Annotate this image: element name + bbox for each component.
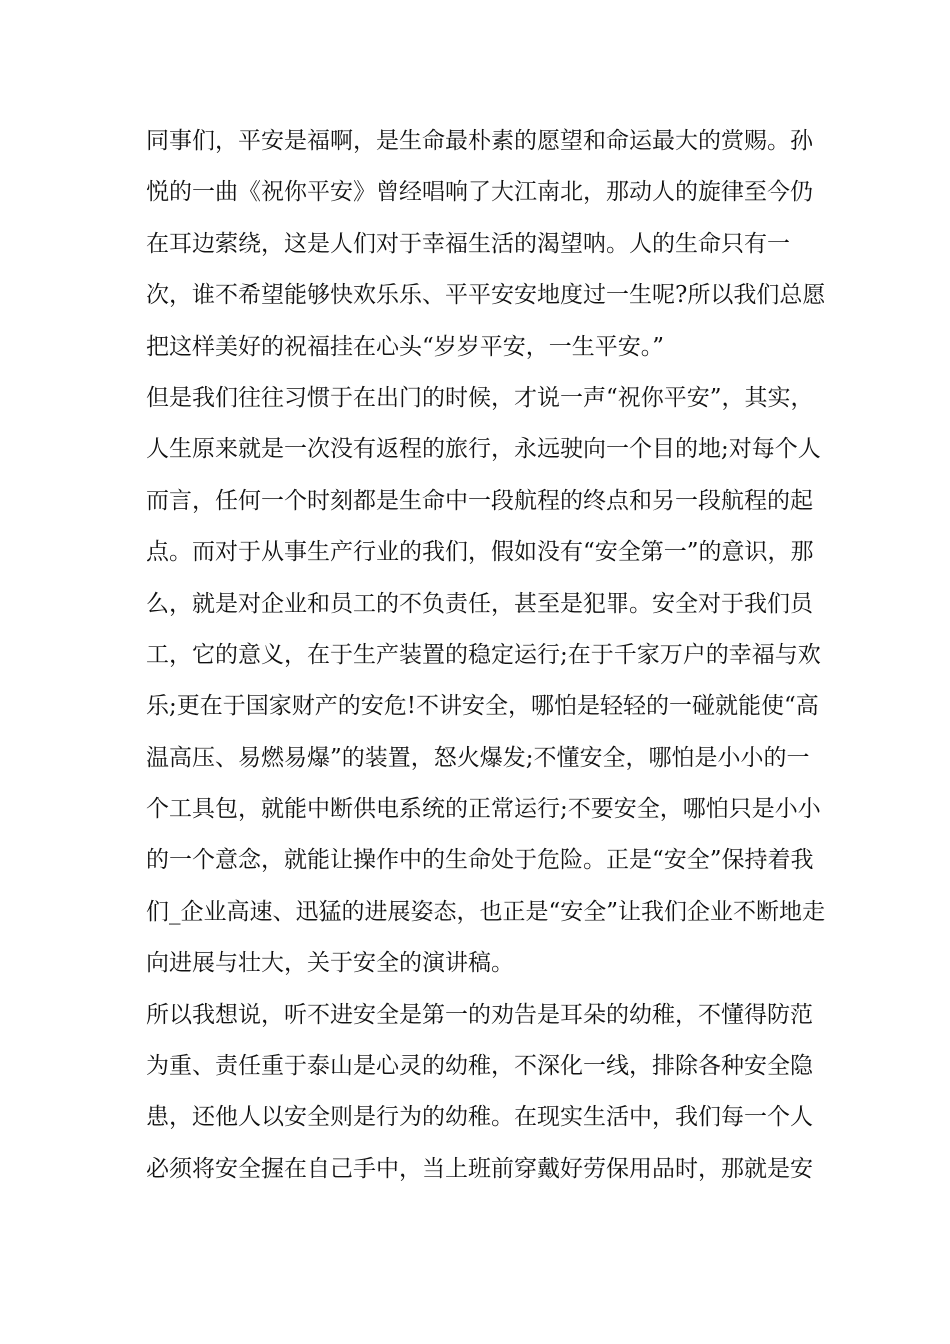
text-line: 把这样美好的祝福挂在心头“岁岁平安，一生平安。”	[146, 333, 665, 360]
text-line: 次，谁不希望能够快欢乐乐、平平安安地度过一生呢?所以我们总愿	[146, 282, 826, 309]
text-line: 们_企业高速、迅猛的进展姿态，也正是“安全”让我们企业不断地走	[146, 898, 826, 925]
text-line: 点。而对于从事生产行业的我们，假如没有“安全第一”的意识，那	[146, 539, 814, 566]
text-line: 向进展与壮大，关于安全的演讲稿。	[146, 950, 514, 977]
text-line: 在耳边萦绕，这是人们对于幸福生活的渴望呐。人的生命只有一	[146, 230, 790, 257]
text-line: 为重、责任重于泰山是心灵的幼稚，不深化一线，排除各种安全隐	[146, 1053, 813, 1080]
text-line: 所以我想说，听不进安全是第一的劝告是耳朵的幼稚，不懂得防范	[146, 1001, 813, 1028]
text-line: 乐;更在于国家财产的安危!不讲安全，哪怕是轻轻的一碰就能使“高	[146, 693, 819, 720]
body-text	[146, 116, 826, 1195]
text-line: 个工具包，就能中断供电系统的正常运行;不要安全，哪怕只是小小	[146, 796, 821, 823]
text-line: 而言，任何一个时刻都是生命中一段航程的终点和另一段航程的起	[146, 487, 813, 514]
text-line: 患，还他人以安全则是行为的幼稚。在现实生活中，我们每一个人	[146, 1104, 813, 1131]
text-line: 悦的一曲《祝你平安》曾经唱响了大江南北，那动人的旋律至今仍	[146, 179, 813, 206]
text-line: 的一个意念，就能让操作中的生命处于危险。正是“安全”保持着我	[146, 847, 814, 874]
text-line: 同事们，平安是福啊，是生命最朴素的愿望和命运最大的赏赐。孙	[146, 128, 813, 154]
text-line: 工，它的意义，在于生产装置的稳定运行;在于千家万户的幸福与欢	[146, 641, 821, 668]
text-line: 人生原来就是一次没有返程的旅行，永远驶向一个目的地;对每个人	[146, 436, 821, 463]
text-line: 么，就是对企业和员工的不负责任，甚至是犯罪。安全对于我们员	[146, 590, 813, 617]
text-line: 温高压、易燃易爆”的装置，怒火爆发;不懂安全，哪怕是小小的一	[146, 744, 810, 771]
text-line: 必须将安全握在自己手中，当上班前穿戴好劳保用品时，那就是安	[146, 1155, 813, 1182]
text-line: 但是我们往往习惯于在出门的时候，才说一声“祝你平安”，其实，	[146, 384, 814, 411]
